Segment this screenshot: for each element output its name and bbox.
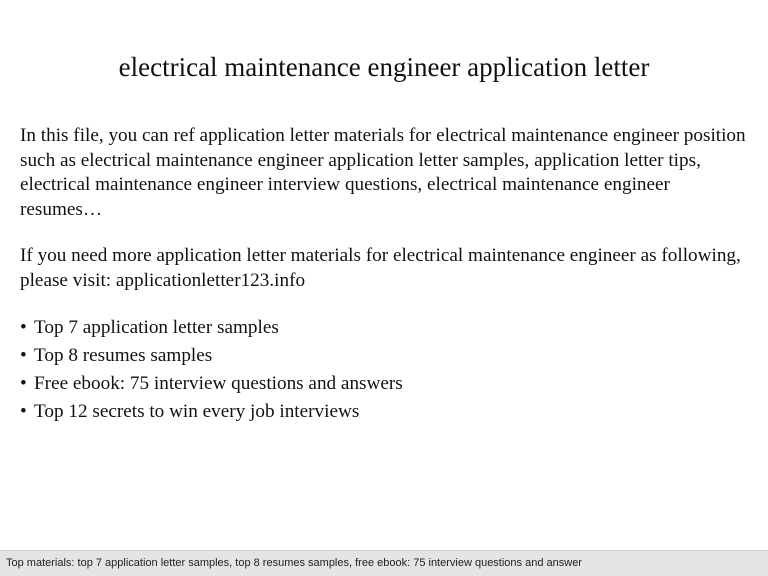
bullet-icon: • [20,345,27,366]
list-item [20,370,750,398]
list-item-text: Top 12 secrets to win every job interviews [34,401,360,422]
footer-text: Top materials: top 7 application letter samples, top 8 resumes samples, free ebook: 75 interview questions and answer [6,557,582,569]
list-item-text: Top 8 resumes samples [34,345,213,366]
materials-list [20,314,750,426]
list-item [20,342,750,370]
footer-bar [0,550,768,576]
bullet-icon: • [20,373,27,394]
visit-paragraph: If you need more application letter materials for electrical maintenance engineer as following, please visit: applicationletter123.info [20,245,741,291]
intro-paragraph: In this file, you can ref application letter materials for electrical maintenance engineer position such as electrical maintenance engineer application letter samples, application letter tips, electrical maintenance engineer interview questions, electrical maintenance engineer resumes… [20,125,746,220]
list-item [20,398,750,426]
list-item [20,314,750,342]
list-item-text: Top 7 application letter samples [34,317,279,338]
list-item-text: Free ebook: 75 interview questions and answers [34,373,403,394]
bullet-icon: • [20,401,27,422]
bullet-icon: • [20,317,27,338]
slide-title: electrical maintenance engineer application letter [118,52,650,82]
